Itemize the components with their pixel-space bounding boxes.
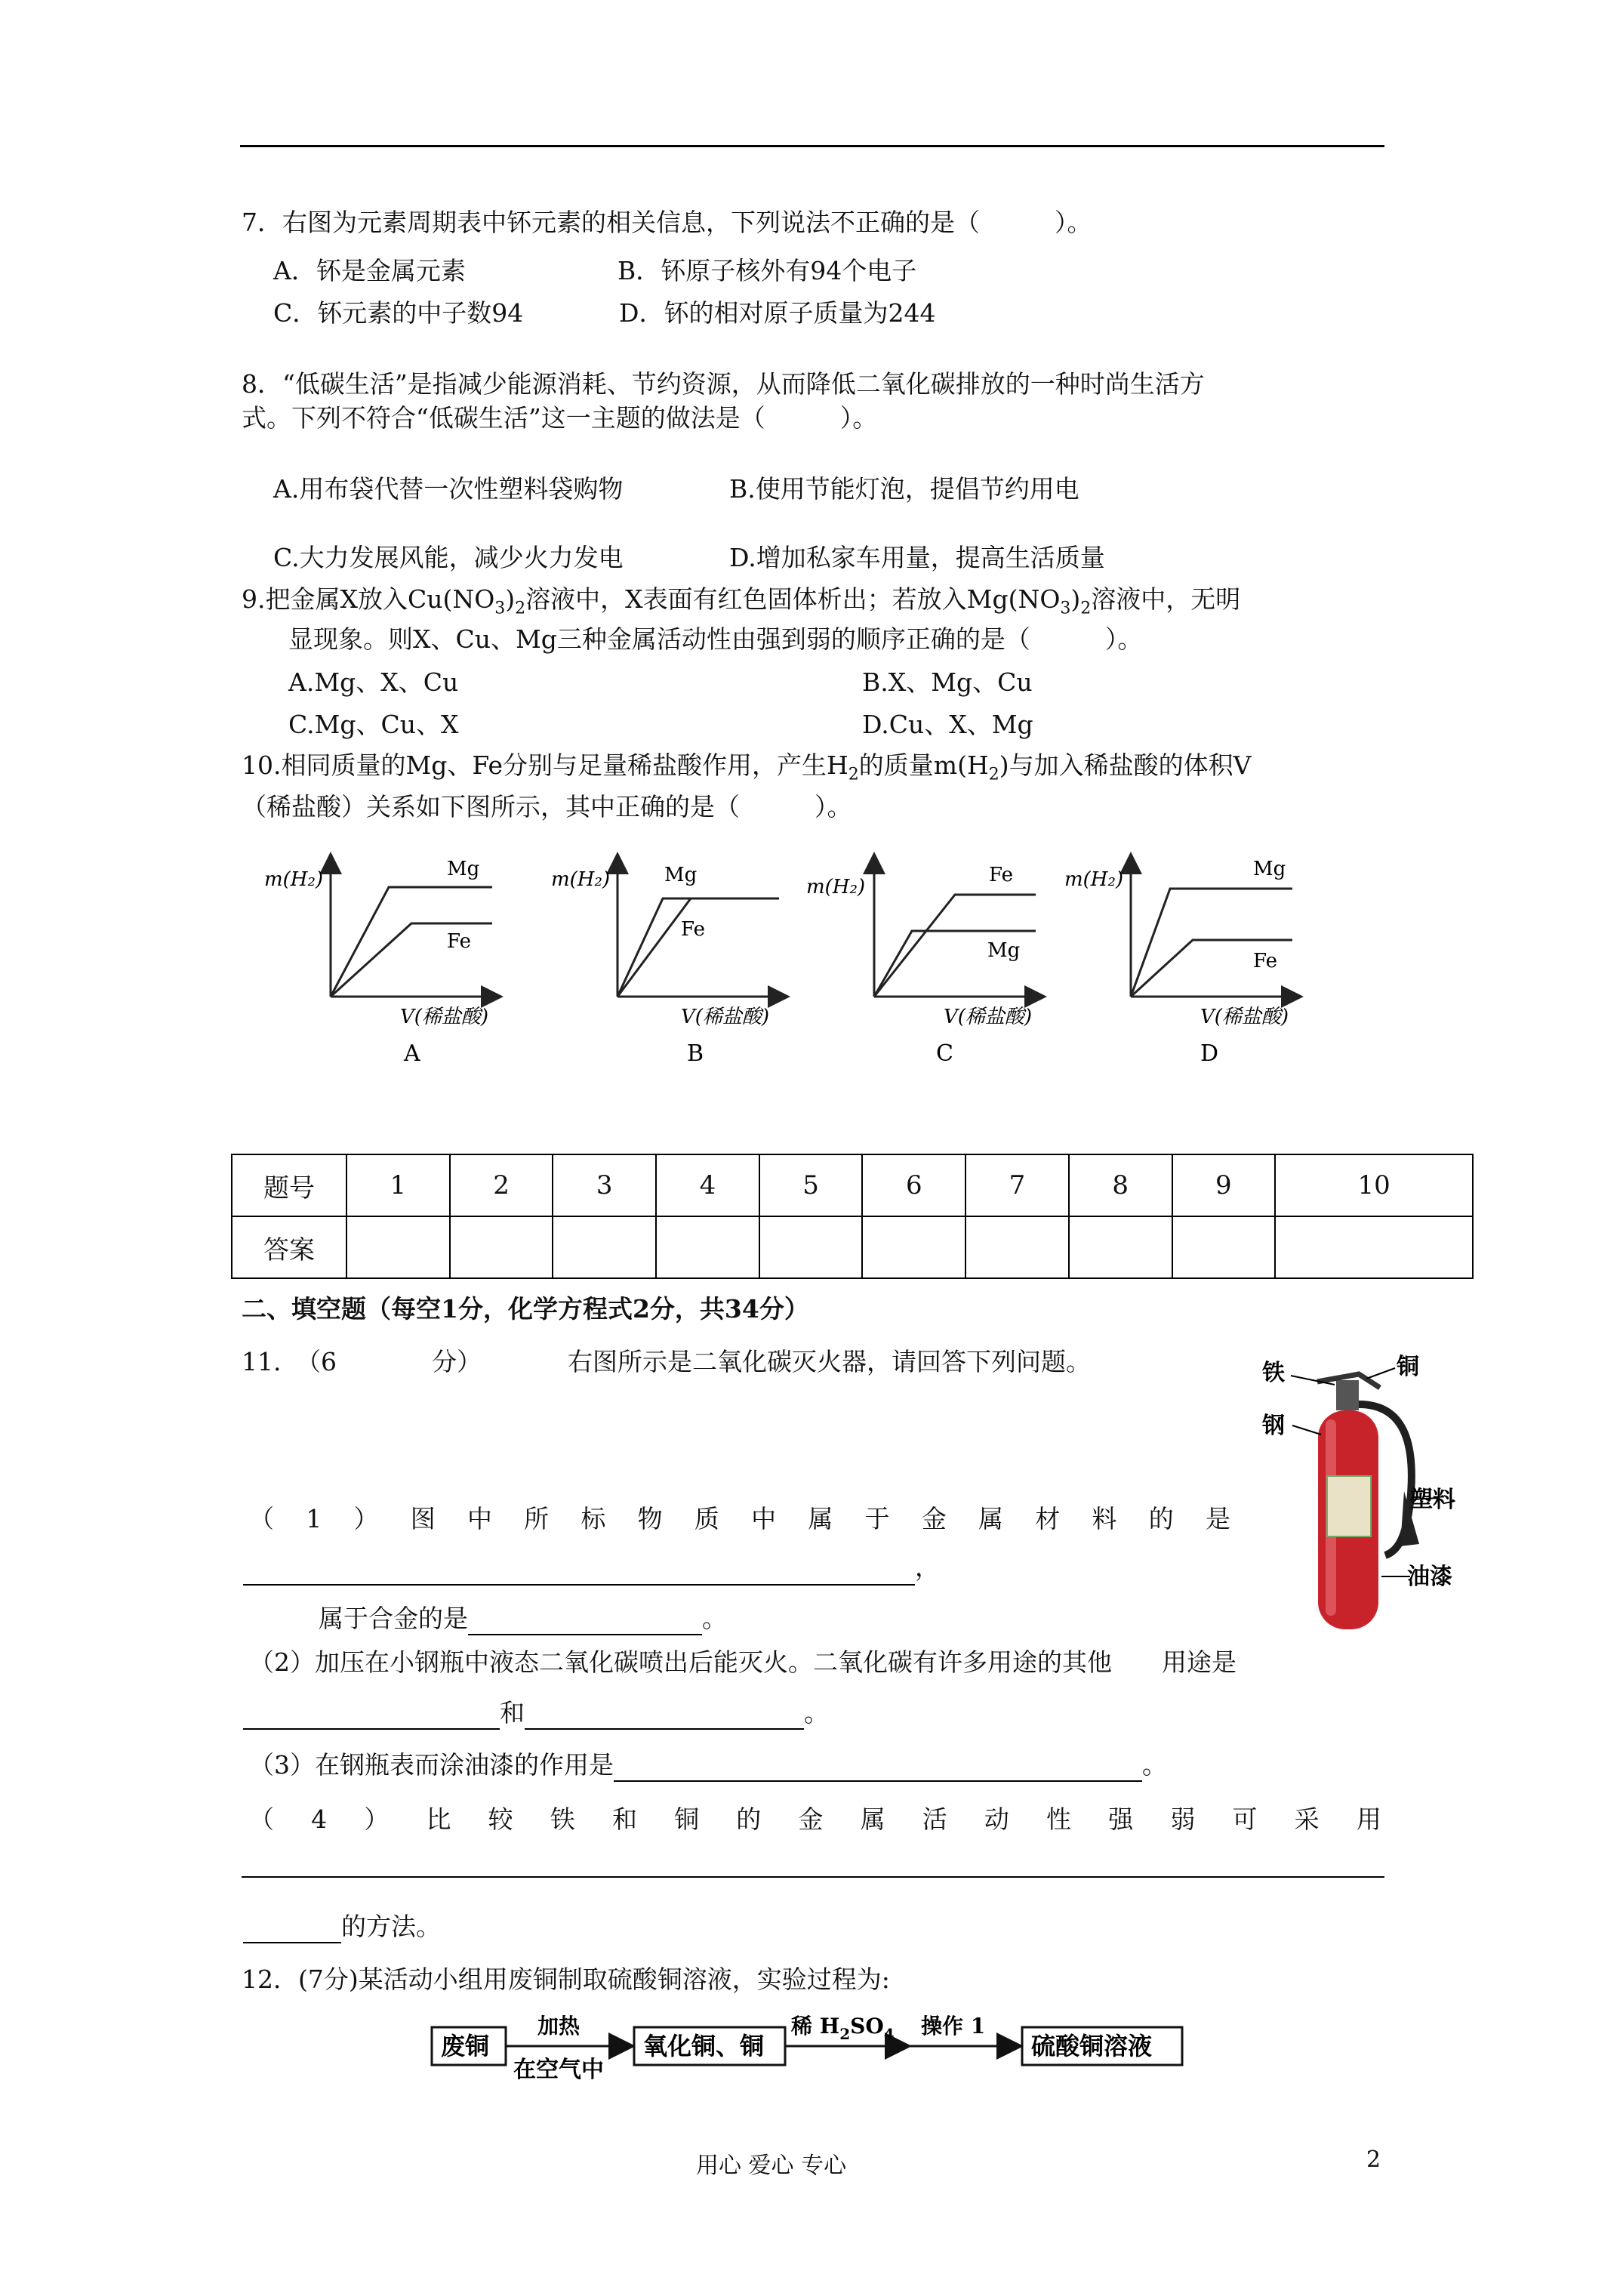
answer-table-number: 7 [965,1154,1069,1216]
q11-stem: 右图所示是二氧化碳灭火器，请回答下列问题。 [568,1347,1091,1376]
answer-table-number: 4 [656,1154,759,1216]
q11-p4-char: 采 [1294,1804,1320,1834]
q11-num: 11. [242,1347,282,1376]
answer-table-answer-label: 答案 [232,1216,346,1278]
graph-c-bottom-label: Mg [987,939,1021,962]
q11-p4-blank-short[interactable] [243,1916,341,1943]
q11-p4-char: 较 [488,1804,513,1834]
q9-text-d: ) [1070,584,1081,614]
answer-cell[interactable] [346,1216,450,1278]
answer-cell[interactable] [862,1216,965,1278]
q9-text-b: ) [505,584,516,614]
q11-p4-char: 铜 [674,1804,700,1834]
graph-a-letter: A [404,1040,420,1067]
q10-text-c: )与加入稀盐酸的体积V [999,750,1252,780]
q11-p2-blanks [243,1697,829,1730]
q10-text-b: 的质量m(H [858,750,989,780]
answer-table-header-row [232,1154,1473,1216]
label-paint: 油漆 [1407,1564,1452,1590]
q9-option-c: C.Mg、Cu、X [288,710,459,739]
flow-arrow-2-top: 稀 $H_2SO_4$ [791,2014,895,2043]
graph-a-bottom-label: Fe [447,930,472,953]
answer-cell[interactable] [553,1216,656,1278]
q8-stem-line2: 式。下列不符合“低碳生活”这一主题的做法是（ ）。 [242,403,878,433]
q11-p3-end: 。 [1142,1750,1167,1780]
graph-c-ylabel: m(H₂) [806,876,866,898]
answer-cell[interactable] [1172,1216,1276,1278]
q11-p4-line [249,1803,1381,1836]
q11-p1-char: 物 [637,1504,663,1533]
q7-option-d: D．钚的相对原子质量为244 [619,298,936,328]
q12-stem: 12．(7分)某活动小组用废铜制取硫酸铜溶液，实验过程为: [242,1965,890,1994]
graph-c-letter: C [936,1040,953,1067]
q7-stem: 7．右图为元素周期表中钚元素的相关信息，下列说法不正确的是（ ）。 [242,208,1092,237]
q11-p4-char: 铁 [550,1804,575,1834]
q11-p1-alloy-blank[interactable] [468,1608,702,1635]
q10-graphs [249,842,1306,1068]
q8-stem-line1: 8．“低碳生活”是指减少能源消耗、节约资源，从而降低二氧化碳排放的一种时尚生活方 [242,369,1205,399]
q11-p1-char: 所 [524,1504,550,1533]
q11-p1-char: 图 [410,1504,436,1533]
q11-p4-char: 比 [426,1804,451,1834]
graph-c-xlabel: V(稀盐酸) [944,1006,1033,1028]
q11-p4-char: 的 [736,1804,762,1834]
answer-table-number: 1 [346,1154,450,1216]
q11-p1-alloy-label: 属于合金的是 [319,1604,468,1633]
q11-p2-blank-2[interactable] [525,1703,804,1730]
graph-b-top-label: Mg [664,864,698,886]
q7-option-c: C．钚元素的中子数94 [273,298,524,328]
answer-cell[interactable] [1275,1216,1473,1278]
q11-p3-line [249,1749,1167,1782]
graph-b-bottom-label: Fe [681,918,706,941]
q11-p2-line: （2）加压在小钢瓶中液态二氧化碳喷出后能灭火。二氧化碳有许多用途的其他 用途是 [249,1647,1236,1677]
q11-p3-label: （3）在钢瓶表而涂油漆的作用是 [249,1750,614,1780]
answer-table-number: 2 [450,1154,553,1216]
graph-b-letter: B [687,1040,704,1067]
answer-table-number: 5 [759,1154,863,1216]
graph-d-mg-line [1131,889,1292,997]
q11-p4-char: 性 [1046,1804,1072,1834]
q9-option-d: D.Cu、X、Mg [862,710,1033,739]
flow-arrow-3-top: 操作 1 [921,2014,986,2039]
q9-text-e: 溶液中，无明 [1091,584,1241,614]
q11-p1-char: 金 [921,1504,947,1533]
valve-body [1336,1380,1359,1410]
q9-option-a: A.Mg、X、Cu [288,667,459,697]
q11-p1-alloy [319,1602,727,1635]
graph-b-xlabel: V(稀盐酸) [681,1006,770,1028]
q12-flow-svg [430,2005,1200,2088]
flow-box-3-text: 硫酸铜溶液 [1031,2032,1153,2060]
q9-option-b: B.X、Mg、Cu [862,667,1033,697]
q11-p4-char: 4 [311,1804,328,1834]
q10-graphs-svg [249,842,1306,1068]
q11-p4-char: 活 [922,1804,947,1834]
graph-d-bottom-label: Fe [1253,950,1278,972]
q11-p1-char: ） [353,1504,379,1533]
graph-a-ylabel: m(H₂) [264,868,324,891]
q11-p1-alloy-end: 。 [702,1604,727,1633]
answer-cell[interactable] [450,1216,553,1278]
answer-table-number: 8 [1069,1154,1172,1216]
q10-sub-b: 2 [988,765,999,784]
q11-p4-char: 可 [1232,1804,1258,1834]
graph-b [551,863,779,1067]
q11-p1-char: 属 [978,1504,1004,1533]
q9-stem-line2: 显现象。则X、Cu、Mg三种金属活动性由强到弱的顺序正确的是（ ）。 [288,624,1143,654]
q11-score-open: （6 [296,1347,337,1376]
q11-p1-char: 中 [467,1504,492,1533]
q11-p1-char: 标 [581,1504,606,1533]
q9-sub-a: 3 [494,599,506,618]
flow-box-2-text: 氧化铜、铜 [643,2032,765,2060]
answer-table-answer-row [232,1216,1473,1278]
answer-cell[interactable] [1069,1216,1172,1278]
section2-title: 二、填空题（每空1分，化学方程式2分，共34分） [242,1294,809,1324]
label-plastic: 塑料 [1410,1487,1455,1513]
q8-option-a: A.用布袋代替一次性塑料袋购物 [273,474,624,504]
q11-p4-end-line [243,1910,441,1943]
flow-arrow-1-bottom: 在空气中 [513,2057,604,2083]
q9-sub-d: 2 [1080,599,1092,618]
q11-p2-blank-1[interactable] [243,1703,500,1730]
answer-cell[interactable] [965,1216,1069,1278]
q11-p2-and: 和 [500,1698,525,1727]
q11-p1-char: 材 [1035,1504,1061,1533]
q11-p1-char: 质 [694,1504,719,1533]
q9-text-c: 溶液中，X表面有红色固体析出；若放入Mg(NO [525,584,1061,614]
q9-sub-b: 2 [515,599,526,618]
q11-p1-char: 料 [1092,1504,1117,1533]
q11-p4-char: 弱 [1170,1804,1196,1834]
graph-c [806,863,1036,1067]
q11-p1-line [249,1502,1230,1536]
footer-page-number: 2 [1366,2147,1381,2173]
graph-c-top-label: Fe [989,864,1014,886]
q11-p1-char: 1 [306,1504,322,1533]
cylinder-label-plate [1327,1476,1371,1536]
q9-sub-c: 3 [1060,599,1071,618]
graph-a [264,858,492,1067]
graph-d-ylabel: m(H₂) [1064,868,1124,891]
answer-table-header-label: 题号 [232,1154,346,1216]
q11-p3-blank[interactable] [614,1755,1142,1782]
graph-b-mg-line [617,898,779,997]
graph-d-top-label: Mg [1253,858,1286,880]
answer-table-number: 3 [553,1154,656,1216]
q11-p1-end: ， [915,1552,940,1582]
q8-option-d: D.增加私家车用量，提高生活质量 [729,543,1105,572]
flow-arrow-1-top: 加热 [537,2014,581,2039]
q11-p1-char: （ [249,1504,274,1533]
graph-d-xlabel: V(稀盐酸) [1200,1006,1289,1028]
graph-a-top-label: Mg [447,858,480,880]
q8-option-b: B.使用节能灯泡，提倡节约用电 [729,474,1079,504]
q10-text-a: 10.相同质量的Mg、Fe分别与足量稀盐酸作用，产生H [242,750,848,780]
graph-d [1064,858,1292,1067]
label-steel: 钢 [1262,1413,1285,1439]
q11-p4-char: 金 [798,1804,824,1834]
q9-stem-line1 [242,583,1240,616]
answer-table-number: 6 [862,1154,965,1216]
graph-d-letter: D [1200,1040,1219,1067]
q11-p4-char: ） [364,1804,390,1834]
q11-p4-char: 动 [984,1804,1009,1834]
q11-score-close: 分） [432,1347,482,1376]
answer-cell[interactable] [759,1216,863,1278]
q11-p4-blank-line[interactable] [242,1876,1384,1878]
q11-p1-blank[interactable] [243,1555,915,1586]
q11-p4-char: 用 [1356,1804,1381,1834]
q10-stem-line2: （稀盐酸）关系如下图所示，其中正确的是（ ）。 [242,792,852,821]
graph-a-xlabel: V(稀盐酸) [400,1006,489,1028]
q10-stem-line1 [242,749,1251,782]
q11-p4-char: （ [249,1804,274,1834]
fire-extinguisher-svg [1246,1351,1472,1638]
footer-center: 用心 爱心 专心 [696,2153,847,2179]
q11-p4-char: 强 [1108,1804,1134,1834]
q11-p1-char: 是 [1205,1504,1230,1533]
q11-p4-char: 和 [611,1804,637,1834]
label-iron: 铁 [1262,1360,1285,1386]
flow-box-1-text: 废铜 [441,2032,490,2060]
graph-b-ylabel: m(H₂) [551,868,611,891]
q11-p1-char: 中 [751,1504,777,1533]
q11-p4-end: 的方法。 [341,1912,441,1941]
q8-option-c: C.大力发展风能，减少火力发电 [273,543,624,572]
q7-option-a: A．钚是金属元素 [273,256,466,285]
q9-text-a: 9.把金属X放入Cu(NO [242,584,495,614]
q11-p2-end: 。 [804,1698,829,1727]
q7-option-b: B．钚原子核外有94个电子 [617,256,917,285]
label-copper: 铜 [1397,1354,1419,1380]
graph-b-fe-line [617,898,691,997]
q11-p4-char: 属 [860,1804,885,1834]
answer-table-number: 9 [1172,1154,1276,1216]
q11-p1-char: 于 [864,1504,890,1533]
q10-sub-a: 2 [848,765,859,784]
q11-p1-char: 属 [808,1504,833,1533]
q12-flow-diagram [430,2005,1200,2088]
header-rule [240,145,1384,147]
answer-cell[interactable] [656,1216,759,1278]
answer-table-number: 10 [1275,1154,1473,1216]
fire-extinguisher-figure [1246,1351,1472,1638]
q11-p1-char: 的 [1148,1504,1174,1533]
answer-table [231,1154,1474,1279]
